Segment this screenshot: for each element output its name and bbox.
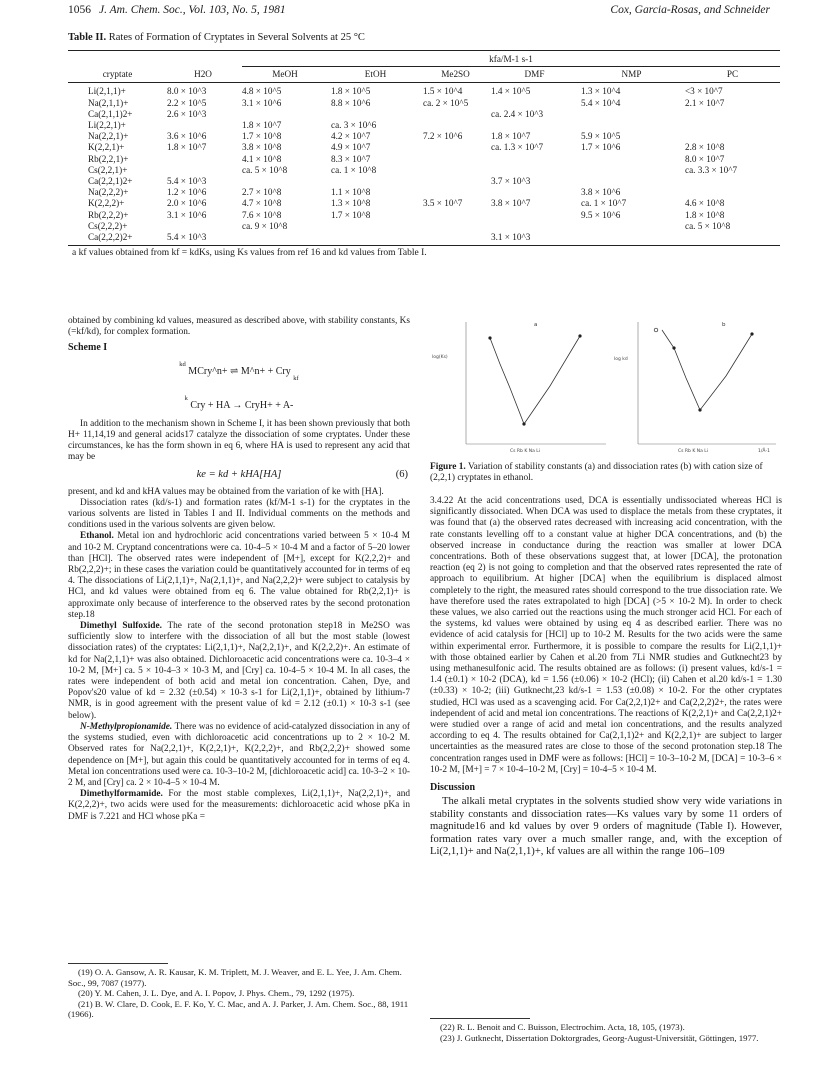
rate-cell xyxy=(239,232,328,246)
rate-cell: 2.0 × 10^6 xyxy=(167,198,207,209)
rate-cell: 1.7 × 10^6 xyxy=(581,142,621,153)
rate-cell: 8.0 × 10^7 xyxy=(685,153,725,164)
rate-cell: ca. 2 × 10^5 xyxy=(423,97,469,108)
rate-cell: 4.8 × 10^5 xyxy=(242,86,282,97)
rate-cell xyxy=(164,154,239,165)
ethanol-heading: Ethanol. xyxy=(80,531,114,542)
column-header: MeOH xyxy=(239,68,328,83)
figure-caption-text: Variation of stability constants (a) and dissociation rates (b) with cation size of (2,2,1) cryptates in ethanol. xyxy=(430,462,763,484)
column-header: cryptate xyxy=(68,68,164,83)
table-row xyxy=(68,165,780,176)
rate-cell: ca. 1 × 10^8 xyxy=(331,164,377,175)
table-row xyxy=(68,232,780,246)
table-row xyxy=(68,154,780,165)
panel-b-point xyxy=(672,346,675,349)
right-column xyxy=(430,496,782,858)
cryptate-cell: Ca(2,1,1)2+ xyxy=(88,108,133,119)
rate-cell: 1.3 × 10^4 xyxy=(581,86,621,97)
rate-cell xyxy=(420,210,488,221)
rate-cell xyxy=(488,154,578,165)
panel-b xyxy=(614,322,776,454)
rate-cell xyxy=(420,142,488,153)
rate-cell: 1.8 × 10^5 xyxy=(331,86,371,97)
rate-cell: 1.5 × 10^4 xyxy=(423,86,463,97)
rate-cell: 4.1 × 10^8 xyxy=(242,153,282,164)
paragraph-ethanol xyxy=(68,531,410,621)
table-row xyxy=(68,120,780,131)
rate-cell: 1.8 × 10^8 xyxy=(685,209,725,220)
column-header: Me2SO xyxy=(420,68,488,83)
rate-cell xyxy=(420,120,488,131)
rate-cell xyxy=(328,109,420,120)
rate-cell xyxy=(488,165,578,176)
rate-cell: 1.4 × 10^5 xyxy=(491,86,531,97)
rate-cell xyxy=(328,232,420,246)
right-footnotes xyxy=(430,1018,782,1043)
left-column xyxy=(68,316,410,823)
rate-cell: 7.6 × 10^8 xyxy=(242,209,282,220)
rate-cell: ca. 5 × 10^8 xyxy=(242,164,288,175)
rate-cell xyxy=(420,221,488,232)
journal-citation: J. Am. Chem. Soc., Vol. 103, No. 5, 1981 xyxy=(99,4,286,16)
rate-cell: ca. 3 × 10^6 xyxy=(331,120,377,131)
paragraph-discussion: The alkali metal cryptates in the solvents studied show very wide variations in stability constants and dissociation rates—Ks values vary by some 11 orders of magnitude16 and kd values by over 9 orders of magnitude (Table I). However, formation rates vary over a much smaller range, and, with the exception of Li(2,1,1)+ and Na(2,1,1)+, kf values are all within the range 106–109 xyxy=(430,796,782,857)
figure-1 xyxy=(430,318,782,458)
table-row xyxy=(68,142,780,153)
rate-cell xyxy=(164,120,239,131)
footnote-23: (23) J. Gutknecht, Dissertation Doktorgrades, Georg-August-Universität, Göttingen, 1977. xyxy=(440,1032,759,1043)
table-span-header: kfa/M-1 s-1 xyxy=(242,54,780,67)
scheme-eq1-bottom: kf xyxy=(293,374,299,382)
rate-cell xyxy=(578,154,682,165)
footnote-21: (21) B. W. Clare, D. Cook, E. F. Ko, Y. C. Mac, and A. J. Parker, J. Am. Chem. Soc., 88, 1911 (1966). xyxy=(68,998,409,1020)
cryptate-cell: Rb(2,2,1)+ xyxy=(88,153,129,164)
cryptate-cell: Rb(2,2,2)+ xyxy=(88,209,129,220)
rate-cell xyxy=(682,131,780,142)
rate-cell: 2.1 × 10^7 xyxy=(685,97,725,108)
panel-a-point xyxy=(522,422,525,425)
rate-cell: 4.2 × 10^7 xyxy=(331,131,371,142)
footnote-rule xyxy=(430,1018,530,1019)
rate-cell: 1.1 × 10^8 xyxy=(331,187,371,198)
equation-6-number: (6) xyxy=(395,469,408,481)
rate-cell: 7.2 × 10^6 xyxy=(423,131,463,142)
equation-6 xyxy=(68,469,410,480)
paragraph-mechanism: In addition to the mechanism shown in Scheme I, it has been shown previously that both H+ 11,14,19 and general acids17 catalyze the dissociation of some cryptates. Under these circumstances, ke has the form shown in eq 6, where HA is used to represent any acid that may be xyxy=(68,418,410,463)
rate-cell: 3.7 × 10^3 xyxy=(491,176,531,187)
cryptate-cell: K(2,2,1)+ xyxy=(88,142,125,153)
rate-cell: 4.9 × 10^7 xyxy=(331,142,371,153)
equation-6-body: ke = kd + kHA[HA] xyxy=(196,469,282,481)
table-row xyxy=(68,83,780,98)
table-caption xyxy=(68,32,365,43)
rate-cell xyxy=(682,176,780,187)
rate-cell: 8.8 × 10^6 xyxy=(331,97,371,108)
scheme-eq1-body: MCry^n+ ⇌ M^n+ + Cry xyxy=(188,365,291,377)
table-row xyxy=(68,131,780,142)
rate-cell: 3.8 × 10^6 xyxy=(581,187,621,198)
rate-cell: 9.5 × 10^6 xyxy=(581,209,621,220)
cryptate-cell: Ca(2,2,1)2+ xyxy=(88,176,133,187)
rate-cell xyxy=(578,221,682,232)
rate-cell: 5.4 × 10^3 xyxy=(164,232,239,246)
rate-cell: 4.7 × 10^8 xyxy=(242,198,282,209)
rate-cell: 3.8 × 10^7 xyxy=(491,198,531,209)
table-footnote: a kf values obtained from kf = kdKs, using Ks values from ref 16 and kd values from Table I. xyxy=(72,248,427,259)
rate-cell: ca. 5 × 10^8 xyxy=(685,220,731,231)
ethanol-text: Metal ion and hydrochloric acid concentrations varied between 5 × 10-4 M and 10-2 M. Cryptand concentrations were ca. 10-4–5 × 10-4 M and a factor of 5–20 lower than [HCl]. The observed rates were independent of [M+], except for K(2,2,2)+ and Rb(2,2,2)+; in these cases the variation could be quantitatively accounted for in terms of eq 4. The dissociations of Li(2,1,1)+, Na(2,1,1)+, and Na(2,2,2)+ were subject to catalysis by HCl, and kd values were obtained from eq 6. The value obtained for Rb(2,2,1)+ is approximate only because of interference to the observed rates by the second protonation step.18 xyxy=(68,531,410,620)
discussion-heading: Discussion xyxy=(430,782,476,794)
cryptate-cell: Li(2,2,1)+ xyxy=(88,120,126,131)
rate-cell xyxy=(420,154,488,165)
panel-a-point xyxy=(578,334,581,337)
rate-cell xyxy=(420,176,488,187)
panel-a-point xyxy=(488,336,491,339)
rate-cell: 1.2 × 10^6 xyxy=(167,187,207,198)
rate-cell xyxy=(488,210,578,221)
table-span-header-row xyxy=(68,51,780,69)
rate-cell: 3.6 × 10^6 xyxy=(167,131,207,142)
scheme-eq2-top: k xyxy=(184,394,188,402)
dmf-heading: Dimethylformamide. xyxy=(80,789,163,800)
rate-cell xyxy=(578,109,682,120)
rate-cell: 5.4 × 10^3 xyxy=(167,176,207,187)
column-header: PC xyxy=(682,68,780,83)
rate-cell xyxy=(578,120,682,131)
table-caption-label: Table II. xyxy=(68,32,107,43)
rate-cell: 2.6 × 10^3 xyxy=(167,108,207,119)
scheme-equation-1 xyxy=(68,358,410,386)
table-row xyxy=(68,187,780,198)
rate-cell xyxy=(682,109,780,120)
rate-cell: ca. 1 × 10^7 xyxy=(581,198,627,209)
footnote-19: (19) O. A. Gansow, A. R. Kausar, K. M. Triplett, M. J. Weaver, and E. L. Yee, J. Am. Chem. Soc., 99, 7087 (1977). xyxy=(68,967,402,988)
rate-cell: 8.0 × 10^3 xyxy=(167,86,207,97)
header-left xyxy=(68,4,286,16)
rate-cell xyxy=(682,187,780,198)
footnote-22: (22) R. L. Benoit and C. Buisson, Electrochim. Acta, 18, 105, (1973). xyxy=(440,1022,685,1032)
panel-b-ylabel: log kd xyxy=(614,357,628,362)
footnote-rule xyxy=(68,963,168,964)
rate-cell xyxy=(682,120,780,131)
rate-cell xyxy=(239,109,328,120)
rate-cell: 1.7 × 10^8 xyxy=(242,131,282,142)
scheme-equation-2 xyxy=(68,392,410,413)
rate-cell: 1.3 × 10^8 xyxy=(331,198,371,209)
paragraph-dmf xyxy=(68,789,410,823)
panel-a-letter: a xyxy=(534,322,538,328)
table-row xyxy=(68,176,780,187)
scheme-eq1-top: kd xyxy=(179,360,186,368)
table-caption-text: Rates of Formation of Cryptates in Several Solvents at 25 °C xyxy=(108,32,365,43)
rate-cell: 1.8 × 10^7 xyxy=(491,131,531,142)
rate-cell xyxy=(420,187,488,198)
rate-cell xyxy=(328,176,420,187)
rate-cell: 2.8 × 10^8 xyxy=(685,142,725,153)
rate-cell: 1.8 × 10^7 xyxy=(242,120,282,131)
paragraph-present: present, and kd and kHA values may be obtained from the variation of ke with [HA]. xyxy=(68,486,384,497)
rate-cell xyxy=(328,221,420,232)
rates-table xyxy=(68,50,780,246)
running-header xyxy=(68,4,770,22)
scheme-title: Scheme I xyxy=(68,342,108,354)
rate-cell xyxy=(578,165,682,176)
figure-caption-label: Figure 1. xyxy=(430,462,466,472)
rate-cell xyxy=(164,165,239,176)
panel-b-xunit: 1/Å-1 xyxy=(758,449,770,454)
cryptate-cell: Na(2,1,1)+ xyxy=(88,97,129,108)
figure-1-caption xyxy=(430,462,782,484)
column-header: DMF xyxy=(488,68,578,83)
rate-cell: 3.1 × 10^6 xyxy=(167,209,207,220)
column-header: NMP xyxy=(578,68,682,83)
rate-cell: 1.8 × 10^7 xyxy=(167,142,207,153)
table-row xyxy=(68,198,780,209)
rate-cell: ca. 1.3 × 10^7 xyxy=(491,142,544,153)
rate-cell xyxy=(239,176,328,187)
panel-b-xlabel: Cs Rb K Na Li xyxy=(678,449,709,454)
rate-cell: 8.3 × 10^7 xyxy=(331,153,371,164)
figure-1-plots xyxy=(430,318,782,458)
nmp-text: There was no evidence of acid-catalyzed dissociation in any of the systems studied, even with dichloroacetic acid concentrations up to 2 × 10-2 M. Observed rates for Na(2,2,1)+, K(2,2,1)+, K(2,2,2)+, and Rb(2,2,2)+ showed some dependence on [M+], but again this could be quantitatively accounted for in terms of eq 4. Metal ion concentrations used were ca. 10-3–10-2 M, [dichloroacetic acid] ca. 10-3–2 × 10-2 M, and [Cry] ca. 2 × 10-4–5 × 10-4 M. xyxy=(68,721,410,788)
rate-cell: 2.2 × 10^5 xyxy=(167,97,207,108)
rate-cell: ca. 9 × 10^8 xyxy=(242,220,288,231)
left-footnotes xyxy=(68,963,410,1020)
rate-cell xyxy=(420,165,488,176)
rate-cell: ca. 2.4 × 10^3 xyxy=(491,108,544,119)
column-header: EtOH xyxy=(328,68,420,83)
dmf-text: For the most stable complexes, Li(2,1,1)+, Na(2,2,1)+, and K(2,2,2)+, two acids were used for the measurements: dichloroacetic acid whose pKa in DMF is 7.221 and HCl whose pKa = xyxy=(68,789,410,822)
column-header: H2O xyxy=(164,68,239,83)
paragraph-rates: Dissociation rates (kd/s-1) and formation rates (kf/M-1 s-1) for the cryptates in the various solvents are listed in Tables I and II. Individual comments on the methods and conditions used in the various solvents are given below. xyxy=(68,497,410,531)
panel-a-xlabel: Cs Rb K Na Li xyxy=(510,449,541,454)
table-body xyxy=(68,83,780,246)
rate-cell xyxy=(488,187,578,198)
footnote-20: (20) Y. M. Cahen, J. L. Dye, and A. I. Popov, J. Phys. Chem., 79, 1292 (1975). xyxy=(78,988,355,999)
rate-cell: 4.6 × 10^8 xyxy=(685,198,725,209)
panel-a-ylabel: log(Ks) xyxy=(432,355,448,360)
table-row xyxy=(68,98,780,109)
cryptate-cell: Na(2,2,2)+ xyxy=(88,187,129,198)
panel-a xyxy=(432,322,606,454)
table-row xyxy=(68,210,780,221)
cryptate-cell: K(2,2,2)+ xyxy=(88,198,125,209)
cryptate-cell: Na(2,2,1)+ xyxy=(88,131,129,142)
rate-cell xyxy=(682,232,780,246)
rates-table-wrapper xyxy=(68,50,780,258)
panel-b-point xyxy=(750,332,753,335)
rate-cell: 3.1 × 10^3 xyxy=(488,232,578,246)
rate-cell xyxy=(578,232,682,246)
table-header-row xyxy=(68,68,780,83)
cryptate-cell: Li(2,1,1)+ xyxy=(88,86,126,97)
rate-cell: 5.9 × 10^5 xyxy=(581,131,621,142)
paragraph-intro: obtained by combining kd values, measured as described above, with stability constants, Ks (=kf/kd), for complex formation. xyxy=(68,316,410,338)
rate-cell xyxy=(488,120,578,131)
paragraph-dmf-continued: 3.4.22 At the acid concentrations used, DCA is essentially undissociated whereas HCl is significantly dissociated. When DCA was used to displace the metals from these cryptates, it was found that (a) the observed rates decreased with increasing acid concentration, with the rate constants levelling off to a constant value at higher DCA concentrations, and (b) the observed increase in conductance during the reaction was smaller at lower DCA concentrations. Both of these observations suggest that, at lower [DCA], the protonation reaction (eq 2) is not going to completion and that the observed rates represented the rate of approach to equilibrium. At higher [DCA] when the equilibrium is displaced almost completely to the right, the measured rates should correspond to the true dissociation rate. We have therefore used the rates extrapolated to high [DCA] (>5 × 10-2 M). In order to check these values, we also carried out the reactions using the much stronger acid HCl. For each of the systems, kd values were obtained by using eq 4 as described earlier. There was no evidence of acid catalysis for [HCl] up to 10-2 M. Results for the two acids were the same within experimental error. Furthermore, it is possible to compare the results for Li(2,1,1)+ with those obtained earlier by Cahen et al.20 from 7Li NMR studies and Gutknecht23 by using methanesulfonic acid. The results obtained are as follows: (i) present values, kd/s-1 = 1.4 (±0.1) × 10-2 (DCA), kd = 1.56 (±0.06) × 10-2 (HCl); (ii) Cahen et al.20 kd/s-1 = 1.30 (±0.33) × 10-2; (iii) Gutknecht,23 kd/s-1 = 1.53 (±0.08) × 10-2. For the other cryptates studied, HCl was used as a scavenging acid. For Ca(2,2,1)2+ and Ca(2,2,2)2+, the rates were independent of acid and metal ion concentrations. The reactions of K(2,2,1)+ and Ca(2,2,1)2+ were studied over a range of acid and metal ion concentrations, and the results analyzed according to eq 4. The results obtained for Ca(2,1,1)2+ and K(2,2,1)+ are subject to larger uncertainties as the measured rates are close to those of the second protonation step.18 The concentration ranges used in DMF were as follows: [HCl] = 10-3–10-2 M, [DCA] = 10-3–6 × 10-2 M, [M+] = 7 × 10-4–10-2 M, [Cry] = 10-4–5 × 10-4 M. xyxy=(430,496,782,775)
rate-cell: 2.7 × 10^8 xyxy=(242,187,282,198)
rate-cell: 3.8 × 10^8 xyxy=(242,142,282,153)
table-row xyxy=(68,109,780,120)
cryptate-cell: Ca(2,2,2)2+ xyxy=(68,232,164,246)
cryptate-cell: Cs(2,2,2)+ xyxy=(88,220,128,231)
rate-cell xyxy=(420,232,488,246)
scheme-eq2-body: Cry + HA → CryH+ + A- xyxy=(190,399,294,411)
dmso-text: The rate of the second protonation step18 in Me2SO was sufficiently slow to interfere with the dissociation of all but the most stable (lowest dissociation rates) of the cryptates: Li(2,1,1)+, Na(2,2,1)+, and K(2,2,2)+. An estimate of kd for Na(2,1,1)+ was also obtained. Dichloroacetic acid concentrations were ca. 10-3–4 × 10-2 M, [M+] ca. 5 × 10-4–3 × 10-3 M, and [Cry] ca. 10-4–5 × 10-4 M. In all cases, the rates were independent of both acid and metal ion concentration. Cahen, Dye, and Popov's20 value of kd = 2.32 (±0.54) × 10-3 s-1 for Li(2,1,1)+, obtained by lithium-7 NMR, is in good agreement with the present value of kd = 2.12 (±0.1) × 10-3 s-1 (see below). xyxy=(68,621,410,721)
rate-cell xyxy=(578,176,682,187)
paragraph-nmp xyxy=(68,722,410,789)
rate-cell xyxy=(420,109,488,120)
rate-cell: ca. 3.3 × 10^7 xyxy=(685,164,738,175)
scheme-block xyxy=(68,358,410,413)
page-number: 1056 xyxy=(68,4,91,16)
rate-cell xyxy=(164,221,239,232)
header-authors: Cox, Garcia-Rosas, and Schneider xyxy=(610,4,770,16)
cryptate-cell: Cs(2,2,1)+ xyxy=(88,164,128,175)
rate-cell: <3 × 10^7 xyxy=(685,86,723,97)
panel-b-letter: b xyxy=(722,322,726,328)
rate-cell: 1.7 × 10^8 xyxy=(331,209,371,220)
dmso-heading: Dimethyl Sulfoxide. xyxy=(80,621,162,632)
table-row xyxy=(68,221,780,232)
rate-cell: 5.4 × 10^4 xyxy=(581,97,621,108)
rate-cell xyxy=(488,221,578,232)
rate-cell: 3.5 × 10^7 xyxy=(423,198,463,209)
nmp-heading: N-Methylpropionamide. xyxy=(80,721,173,732)
panel-b-point xyxy=(654,328,658,332)
panel-b-point xyxy=(698,408,701,411)
paragraph-dmso xyxy=(68,621,410,722)
rate-cell xyxy=(488,98,578,109)
rate-cell: 3.1 × 10^6 xyxy=(242,97,282,108)
